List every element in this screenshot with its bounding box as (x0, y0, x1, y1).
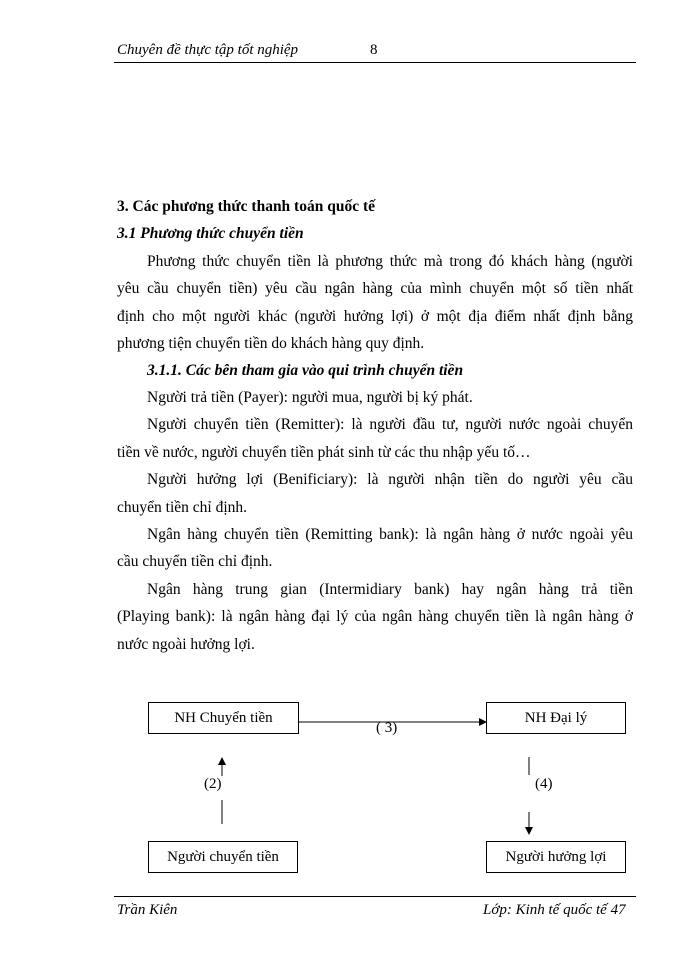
text-line: Ngân hàng chuyển tiền (Remitting bank): là ngân hàng ở nước ngoài yêu (147, 526, 633, 544)
text-line: phương tiện chuyển tiền do khách hàng quy định. (117, 335, 425, 353)
text-line: cầu chuyển tiền chỉ định. (117, 553, 273, 571)
box-remitting-bank: NH Chuyển tiền (148, 702, 299, 734)
box-remitter: Người chuyển tiền (148, 841, 298, 873)
text-line: Người hưởng lợi (Benificiary): là người nhận tiền do người yêu cầu (147, 471, 633, 489)
label-step-2: (2) (204, 776, 222, 792)
footer-author: Trần Kiên (117, 902, 178, 918)
text-line: Người chuyển tiền (Remitter): là người đầu tư, người nước ngoài chuyển (147, 416, 633, 434)
text-line: tiền về nước, người chuyển tiền phát sinh từ các thu nhập yếu tố… (117, 443, 531, 461)
text-line: chuyển tiền chỉ định. (117, 498, 247, 516)
label-step-3: ( 3) (376, 720, 398, 736)
text-line: Phương thức chuyển tiền là phương thức mà trong đó khách hàng (người (147, 253, 633, 270)
page-number: 8 (370, 42, 378, 58)
header-title: Chuyên đề thực tập tốt nghiệp (117, 42, 299, 58)
text-line: định cho một người khác (người hưởng lợi) ở một địa điểm nhất định bằng (117, 307, 633, 325)
section-heading: 3. Các phương thức thanh toán quốc tế (117, 198, 375, 215)
subsection-heading: 3.1 Phương thức chuyển tiền (117, 225, 304, 242)
text-line: Người trả tiền (Payer): người mua, người bị ký phát. (147, 389, 473, 406)
text-line: nước ngoài hưởng lợi. (117, 635, 255, 653)
label-step-4: (4) (535, 776, 553, 792)
box-beneficiary: Người hưởng lợi (486, 841, 626, 873)
text-line: (Playing bank): là ngân hàng đại lý của ngân hàng chuyển tiền là ngân hàng ở (117, 608, 633, 626)
footer-rule (114, 896, 636, 897)
text-line: Ngân hàng trung gian (Intermidiary bank) hay ngân hàng trả tiền (147, 580, 633, 598)
text-line: yêu cầu chuyển tiền) yêu cầu ngân hàng của mình chuyển một số tiền nhất (117, 280, 633, 298)
footer-class: Lớp: Kinh tế quốc tế 47 (483, 902, 626, 918)
subsubsection-heading: 3.1.1. Các bên tham gia vào qui trình chuyển tiền (147, 362, 464, 379)
box-agent-bank: NH Đại lý (486, 702, 626, 734)
